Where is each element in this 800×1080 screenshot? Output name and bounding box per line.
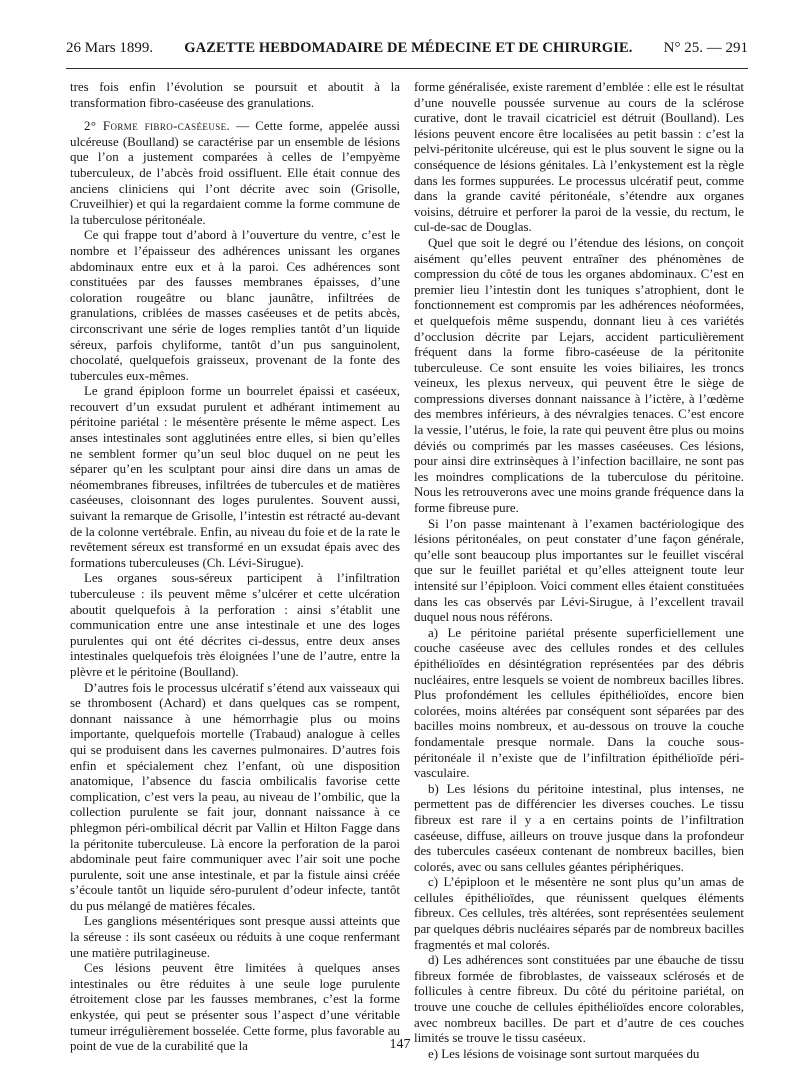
paragraph-text: Le grand épiploon forme un bourrelet épaissi et caséeux, recouvert d’un exsudat purulent et adhérant intimement au péritoine pariétal : le mésentère présente le même aspect. Les anses intestinales sont agglutinées entre elles, si bien qu’elles ne semblent former qu’un seul bloc duquel on ne peut les séparer qu’en les sculptant pour ainsi dire dans un amas de néomembranes fibreuses, infiltrées de tubercules et de matières caséeuses, cloisonnant des loges purulentes. Souvent aussi, suivant la remarque de Grisolle, l’intestin est rétracté au-devant de la colonne vertébrale. Enfin, au niveau du foie et de la rate le revêtement séreux est transformé en un exsudat épais avec des formations tuberculeuses (Ch. Lévi-Sirugue). — [70, 384, 400, 570]
paragraph-text: D’autres fois le processus ulcératif s’étend aux vaisseaux qui se thrombosent (Achard) et dans quelques cas se rompent, donnant naissance à une hémorrhagie plus ou moins importante, quelquefois mortelle (Trabaud) analogue à celles qui se produisent dans les cavernes pulmonaires. D’autres fois enfin et spécialement chez l’enfant, où une disposition anatomique, l’absence du fascia ombilicalis favorise cette complication, c’est vers la peau, au niveau de l’ombilic, que la collection purulente se fait jour, donnant naissance à ce phlegmon péri-ombilical décrit par Vallin et Hilton Fagge dans la péritonite tuberculeuse. Là encore la perforation de la paroi abdominale peut faire communiquer avec l’air soit une poche purulente, soit une anse intestinale, et par la fistule ainsi créée s’écoule tantôt un liquide séro-purulent d’odeur infecte, tantôt du pus mélangé de matières fécales. — [70, 680, 400, 913]
issue-page-number: N° 25. — 291 — [663, 40, 748, 56]
paragraph-text: Les ganglions mésentériques sont presque aussi atteints que la séreuse : ils sont caséeux ou réduits à une coque renfermant une matière putrilagineuse. — [70, 914, 400, 960]
paragraph-text: Quel que soit le degré ou l’étendue des lésions, on conçoit aisément qu’elles peuvent entraîner des phénomènes de compression du côté de tous les organes abdominaux. C’est en premier lieu l’intestin dont les tuniques s’atrophient, dont le fonctionnement est compromis par les adhérences néoformées, et quelquefois même suspendu, donnant lieu à ces variétés d’occlusion décrite par Lejars, accident particulièrement fréquent dans la forme fibro-caséeuse de la péritonite tuberculeuse. Ce sont ensuite les voies biliaires, les troncs veineux, les plexus nerveux, qui peuvent être le siège de compressions diverses donnant naissance à l’ictère, à l’œdème des membres inférieurs, à des névralgies tenaces. C’est encore la vessie, l’utérus, le foie, la rate qui peuvent être plus ou moins déviés ou comprimés par les masses caséeuses. Ces lésions, pour ainsi dire extrinsèques à l’infection bacillaire, ne sont pas les moindres complications de la tuberculose du péritoine. Nous les retrouverons avec une moins grande fréquence dans la forme fibreuse pure. — [414, 235, 744, 516]
header-rule — [66, 68, 748, 69]
running-header — [66, 40, 748, 62]
paragraph-text: e) Les lésions de voisinage sont surtout marquées du — [428, 1046, 700, 1061]
paragraph — [414, 782, 744, 876]
paragraph — [414, 1047, 744, 1063]
paragraph-text: Ces lésions peuvent être limitées à quelques anses intestinales ou être réduites à une seule loge purulente étroitement close par les fausses membranes, c’est la forme enkystée, qui peut se présenter sous l’aspect d’une véritable tumeur irrégulièrement bosselée. Cette forme, plus favorable au point de vue de la curabilité que la — [70, 961, 400, 1054]
paragraph-text: — Cette forme, appelée aussi ulcéreuse (Boulland) se caractérise par un ensemble de lésions que l’on a justement comparées à celles de l’empyème tuberculeux, de l’abcès froid ossifluent. Elle était connue des anciens cliniciens qui l’ont décrite avec soin (Grisolle, Cruveilhier) et qui la regardaient comme la forme commune de la tuberculose péritonéale. — [70, 119, 400, 227]
left-column — [70, 80, 400, 1055]
paragraph — [414, 517, 744, 626]
paragraph-text: tres fois enfin l’évolution se poursuit et aboutit à la transformation fibro-caséeuse des granulations. — [70, 80, 400, 110]
paragraph — [70, 914, 400, 961]
paragraph-text: b) Les lésions du péritoine intestinal, plus intenses, ne permettent pas de différencier les diverses couches. Le tissu fibreux est rare il y a en certains points de l’infiltration caséeuse, diffuse, ailleurs on trouve jusque dans la profondeur des tubercules caséeux contenant de nombreux bacilles, bien colorés, avec ou sans cellules géantes périphériques. — [414, 781, 744, 874]
paragraph-text: d) Les adhérences sont constituées par une ébauche de tissu fibreux formée de fibroblastes, de vaisseaux sclérosés et de follicules à centre fibreux. Du côté du péritoine pariétal, on trouve une couche de cellules épithélioïdes encore colorables, avec nombreux bacilles. De part et d’autre de ces couches limités se trouve le tissu caséeux. — [414, 953, 744, 1046]
paragraph-text: forme généralisée, existe rarement d’emblée : elle est le résultat d’une nouvelle poussée survenue au cours de la sclérose curative, dont le travail cicatriciel est détruit (Boulland). Les lésions peuvent encore être localisées au petit bassin : c’est la pelvi-péritonite ulcéreuse, qui est le plus souvent le signe ou la conséquence de lésions génitales. Là l’enkystement est la règle dans les formes suppurées. Le processus ulcératif peut, comme dans la grande cavité péritonéale, s’étendre aux organes voisins, détruire et perforer la paroi de la vessie, du rectum, le cul-de-sac de Douglas. — [414, 80, 744, 235]
paragraph-text: c) L’épiploon et le mésentère ne sont plus qu’un amas de cellules épithélioïdes, que réunissent quelques éléments fibreux. Ces cellules, très altérées, sont représentées seulement par quelques débris nucléaires séparés par de nombreux bacilles fragmentés et mal colorés. — [414, 875, 745, 952]
paragraph-text: Les organes sous-séreux participent à l’infiltration tuberculeuse : ils peuvent même s’ulcérer et cette ulcération aboutit quelquefois à la perforation : ainsi s’établit une communication entre une anse intestinale et une des loges purulentes qui ont été décrites ci-dessus, entre deux anses intestinales quelquefois très éloignées l’une de l’autre, entre la plèvre et le péritoine (Boulland). — [70, 571, 400, 679]
paragraph — [414, 875, 744, 953]
right-column — [414, 80, 744, 1062]
paragraph — [70, 384, 400, 571]
paragraph — [414, 236, 744, 517]
paragraph — [70, 119, 400, 228]
folio-number: 147 — [389, 1037, 411, 1052]
paragraph-text: Si l’on passe maintenant à l’examen bactériologique des lésions péritonéales, on peut constater d’une façon générale, qu’elle sont beaucoup plus importantes sur le feuillet viscéral que sur le feuillet pariétal et qu’elles atteignent toute leur intensité sur l’épiploon. Voici comment elles étaient constituées dans les cas observés par Lévi-Sirugue, à l’excellent travail duquel nous nous référons. — [414, 516, 744, 625]
issue-date: 26 Mars 1899. — [66, 40, 154, 56]
journal-title: GAZETTE HEBDOMADAIRE DE MÉDECINE ET DE CHIRURGIE. — [184, 40, 633, 56]
paragraph — [414, 953, 744, 1047]
paragraph-text: a) Le péritoine pariétal présente superficiellement une couche caséeuse avec des cellules rondes et des cellules épithélioïdes en désintégration représentées par des débris nucléaires, entre lesquels se voient de nombreux bacilles libres. Plus profondément les cellules épithélioïdes, encore bien colorées, moins altérées par conséquent sont séparées par des bacilles moins nombreux, et au-dessous on trouve la couche fondamentale presque normale. Dans la couche sous-péritonéale il n’existe que de l’infiltration épithélioïde péri-vasculaire. — [414, 625, 744, 781]
paragraph — [70, 961, 400, 1055]
paragraph — [414, 80, 744, 236]
paragraph — [70, 681, 400, 915]
section-heading: 2° Forme fibro-caséeuse. — [84, 119, 231, 134]
paragraph — [70, 228, 400, 384]
paragraph-text: Ce qui frappe tout d’abord à l’ouverture du ventre, c’est le nombre et l’épaisseur des adhérences unissant les organes abdominaux entre eux et à la paroi. Ces adhérences sont constituées par des fausses membranes épaisses, d’une coloration rougeâtre ou blanc jaunâtre, infiltrées de granulations, criblées de masses caséeuses et de petits abcès, circonscrivant une série de loges remplies tantôt d’un liquide séreux, parfois chyliforme, tantôt d’un pus sanguinolent, chocolaté, quelquefois graisseux, provenant de la fonte des tubercules eux-mêmes. — [70, 228, 400, 383]
paragraph — [70, 571, 400, 680]
paragraph — [414, 626, 744, 782]
paragraph — [70, 80, 400, 111]
